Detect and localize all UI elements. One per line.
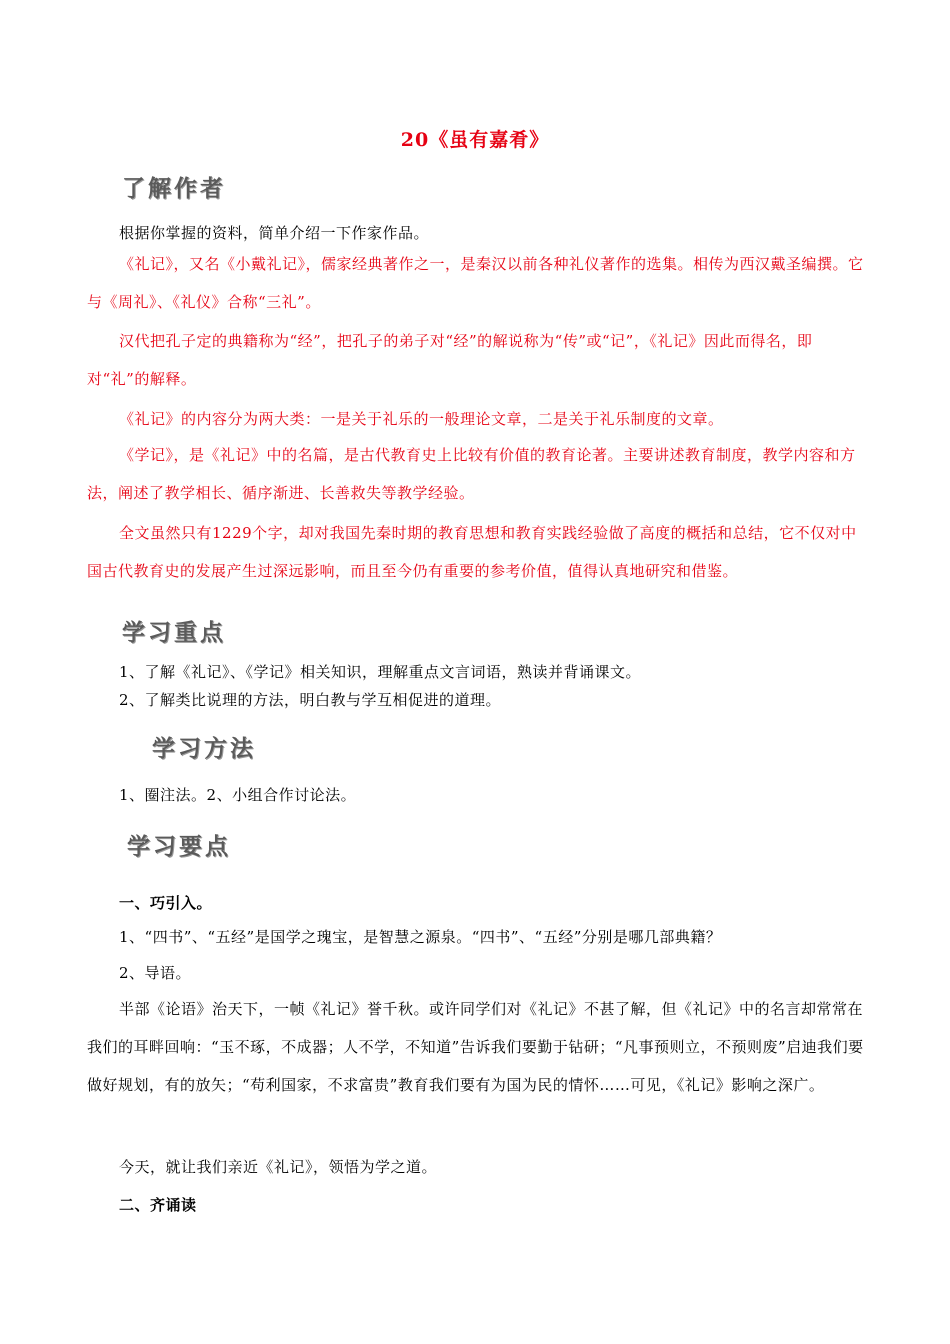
heading-focus: 学习重点 [122,620,226,646]
focus-item-2: 2、了解类比说理的方法，明白教与学互相促进的道理。 [119,691,502,709]
question-2: 2、导语。 [119,964,192,982]
author-paragraph-1: 《礼记》，又名《小戴礼记》，儒家经典著作之一，是秦汉以前各种礼仪著作的选集。相传为西汉戴圣编撰。它与《周礼》、《礼仪》合称“三礼”。 [87,255,864,311]
author-intro: 根据你掌握的资料，简单介绍一下作家作品。 [119,224,430,242]
page-title: 20《虽有嘉肴》 [400,129,550,151]
today-paragraph: 今天，就让我们亲近《礼记》，领悟为学之道。 [119,1158,438,1176]
lead-paragraph: 半部《论语》治天下，一帧《礼记》誉千秋。或许同学们对《礼记》不甚了解，但《礼记》中的名言却常常在我们的耳畔回响：“玉不琢，不成器；人不学，不知道”告诉我们要勤于钻研；“凡事预则立，不预则废”启迪我们要做好规划，有的放矢；“苟利国家，不求富贵”教育我们要有为国为民的情怀……可见，《礼记》影响之深广。 [87,1000,864,1094]
author-paragraph-3: 《礼记》的内容分为两大类：一是关于礼乐的一般理论文章，二是关于礼乐制度的文章。 [119,410,724,428]
author-paragraph-2: 汉代把孔子定的典籍称为“经”，把孔子的弟子对“经”的解说称为“传”或“记”，《礼记》因此而得名，即对“礼”的解释。 [87,332,813,388]
question-1: 1、“四书”、“五经”是国学之瑰宝，是智慧之源泉。“四书”、“五经”分别是哪几部典籍？ [119,928,722,946]
heading-points: 学习要点 [127,834,231,860]
heading-method: 学习方法 [152,736,256,762]
heading-author: 了解作者 [122,176,226,202]
method-text: 1、圈注法。2、小组合作讨论法。 [119,786,357,804]
author-paragraph-5: 全文虽然只有1229个字，却对我国先秦时期的教育思想和教育实践经验做了高度的概括和总结，它不仅对中国古代教育史的发展产生过深远影响，而且至今仍有重要的参考价值，值得认真地研究和借鉴。 [87,524,857,580]
part1-title: 一、巧引入。 [119,894,213,912]
author-paragraph-4: 《学记》，是《礼记》中的名篇，是古代教育史上比较有价值的教育论著。主要讲述教育制度，教学内容和方法，阐述了教学相长、循序渐进、长善救失等教学经验。 [87,446,856,502]
part2-title: 二、齐诵读 [119,1196,197,1214]
focus-item-1: 1、了解《礼记》、《学记》相关知识，理解重点文言词语，熟读并背诵课文。 [119,663,642,681]
